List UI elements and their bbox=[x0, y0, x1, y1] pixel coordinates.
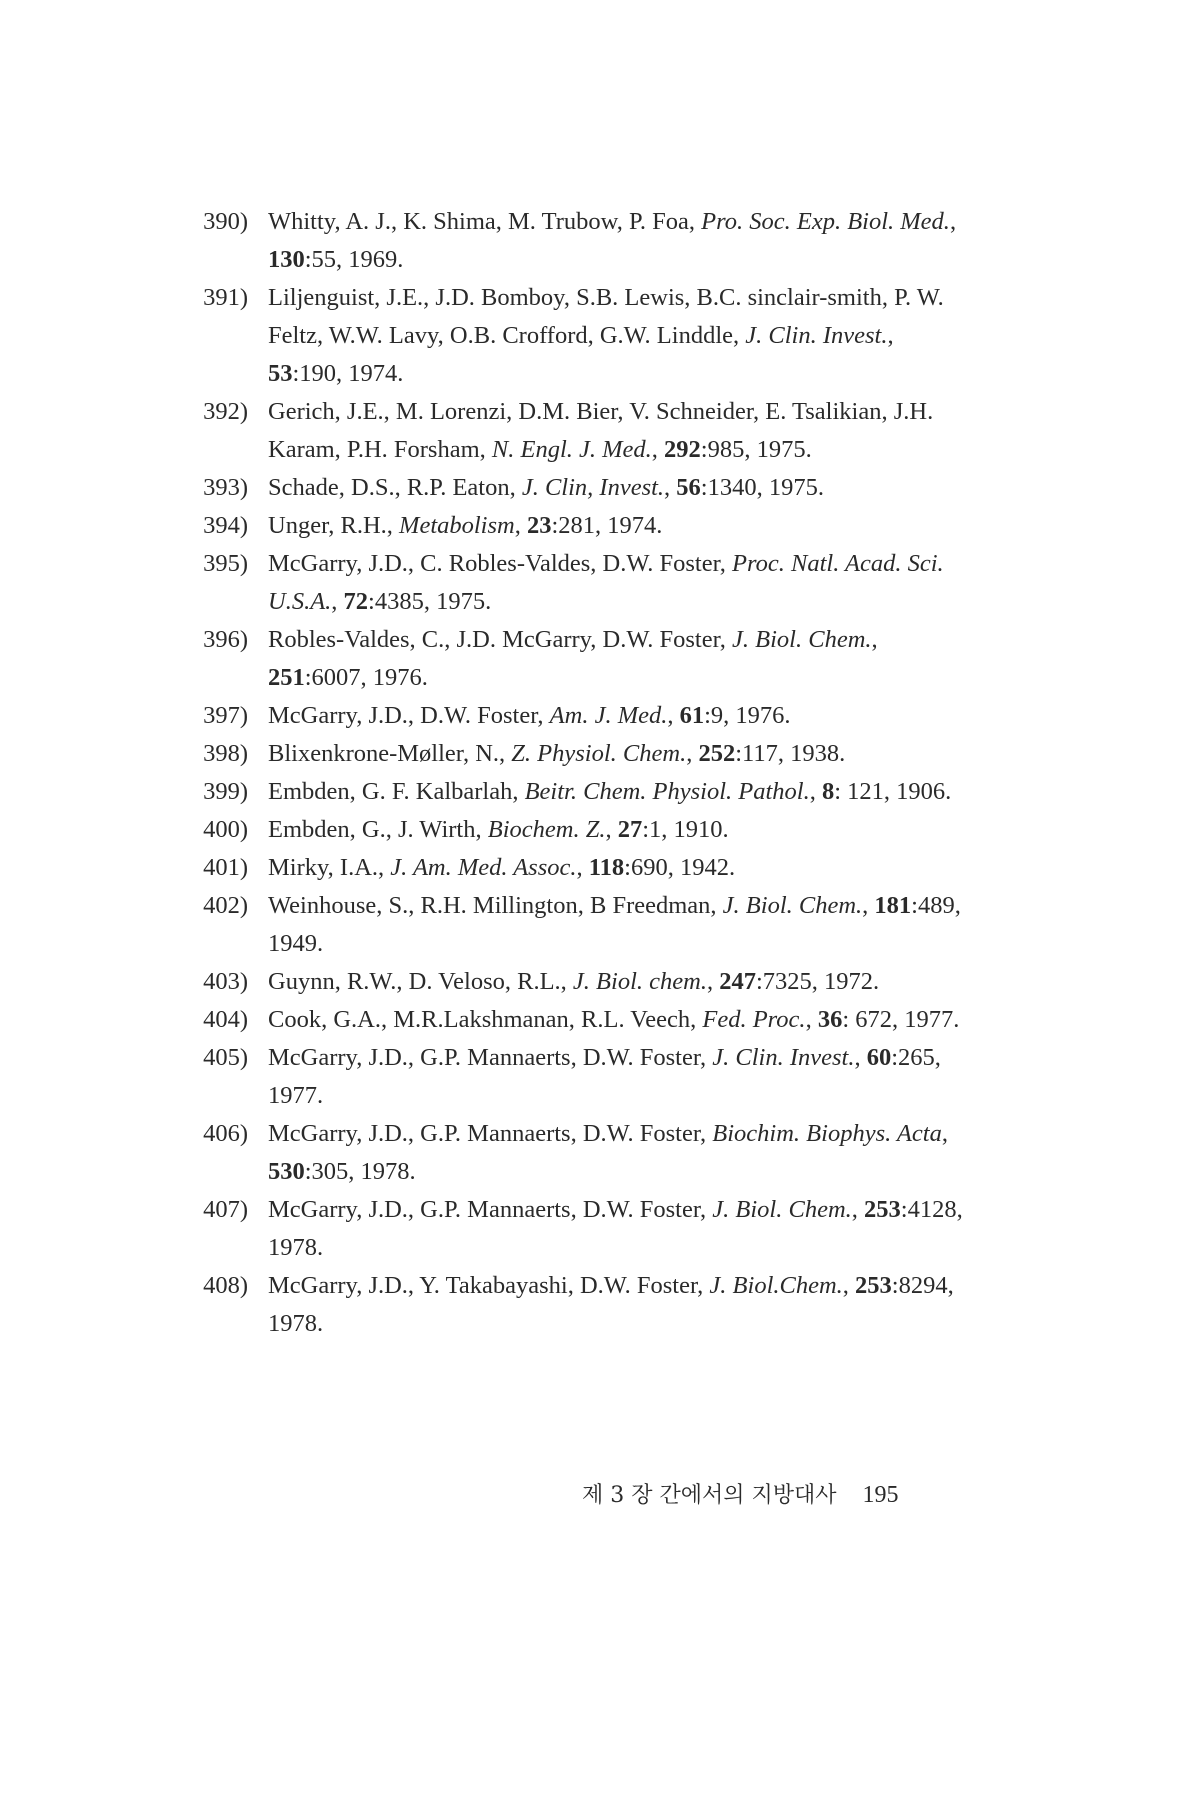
reference-item bbox=[203, 697, 972, 735]
journal-title: J. Biol. Chem. bbox=[722, 892, 863, 919]
reference-segment: , bbox=[706, 968, 720, 995]
reference-text bbox=[252, 507, 972, 545]
reference-segment: , bbox=[667, 702, 680, 729]
reference-list bbox=[203, 203, 972, 1343]
reference-number: 396) bbox=[203, 626, 248, 653]
reference-segment: McGarry, J.D., G.P. Mannaerts, D.W. Foster, bbox=[268, 1044, 713, 1071]
reference-segment: :55, 1969. bbox=[304, 246, 404, 273]
reference-item bbox=[203, 621, 972, 697]
reference-segment: , bbox=[605, 816, 618, 843]
volume-number: 56 bbox=[676, 474, 701, 501]
reference-segment: , bbox=[941, 1120, 948, 1147]
reference-segment: McGarry, J.D., D.W. Foster, bbox=[268, 702, 550, 729]
reference-text bbox=[252, 1115, 972, 1191]
reference-text bbox=[252, 545, 972, 621]
volume-number: 23 bbox=[526, 512, 552, 539]
reference-item bbox=[203, 203, 972, 279]
reference-text bbox=[252, 811, 972, 849]
volume-number: 253 bbox=[855, 1272, 892, 1299]
reference-number: 401) bbox=[203, 854, 248, 881]
reference-text bbox=[252, 1001, 972, 1039]
journal-title: J. Biol. Chem. bbox=[712, 1196, 852, 1223]
reference-segment: Mirky, I.A., bbox=[268, 854, 391, 881]
volume-number: 292 bbox=[664, 436, 701, 463]
reference-item bbox=[203, 1115, 972, 1191]
reference-segment: Liljenguist, J.E., J.D. Bomboy, S.B. Lewis, B.C. sinclair-smith, P. W. Feltz, W.W. Lavy, O.B. Crofford, G.W. Linddle, bbox=[268, 284, 944, 349]
reference-item bbox=[203, 279, 972, 393]
reference-segment: McGarry, J.D., C. Robles-Valdes, D.W. Foster, bbox=[268, 550, 733, 577]
reference-segment: : 121, 1906. bbox=[834, 778, 952, 805]
volume-number: 53 bbox=[268, 360, 293, 387]
reference-number: 398) bbox=[203, 740, 248, 767]
reference-text bbox=[252, 1191, 972, 1267]
volume-number: 8 bbox=[821, 778, 835, 805]
reference-item bbox=[203, 773, 972, 811]
journal-title: J. Biol. Chem. bbox=[732, 626, 872, 653]
journal-title: Metabolism bbox=[399, 512, 515, 539]
reference-segment: :1, 1910. bbox=[642, 816, 729, 843]
reference-number: 404) bbox=[203, 1006, 248, 1033]
journal-title: Z. Physiol. Chem. bbox=[511, 740, 687, 767]
reference-item bbox=[203, 507, 972, 545]
reference-number: 393) bbox=[203, 474, 248, 501]
reference-segment: Weinhouse, S., R.H. Millington, B Freedman, bbox=[268, 892, 723, 919]
reference-segment: Embden, G. F. Kalbarlah, bbox=[268, 778, 525, 805]
reference-segment: , bbox=[651, 436, 665, 463]
reference-number: 392) bbox=[203, 398, 248, 425]
reference-segment: Unger, R.H., bbox=[268, 512, 400, 539]
reference-text bbox=[252, 621, 972, 697]
journal-title: J. Clin. Invest. bbox=[712, 1044, 855, 1071]
reference-text bbox=[252, 469, 972, 507]
journal-title: N. Engl. J. Med. bbox=[491, 436, 652, 463]
volume-number: 247 bbox=[719, 968, 756, 995]
reference-item bbox=[203, 1191, 972, 1267]
journal-title: J. Clin. Invest. bbox=[745, 322, 888, 349]
reference-segment: :1340, 1975. bbox=[700, 474, 824, 501]
reference-text bbox=[252, 697, 972, 735]
reference-number: 403) bbox=[203, 968, 248, 995]
reference-segment: Cook, G.A., M.R.Lakshmanan, R.L. Veech, bbox=[268, 1006, 703, 1033]
reference-item bbox=[203, 545, 972, 621]
reference-segment: , bbox=[331, 588, 344, 615]
journal-title: J. Am. Med. Assoc. bbox=[390, 854, 577, 881]
volume-number: 72 bbox=[343, 588, 369, 615]
reference-segment: :7325, 1972. bbox=[755, 968, 880, 995]
reference-segment: , bbox=[871, 626, 878, 653]
reference-segment: , bbox=[862, 892, 875, 919]
reference-segment: Embden, G., J. Wirth, bbox=[268, 816, 488, 843]
reference-number: 390) bbox=[203, 208, 248, 235]
reference-segment: Gerich, J.E., M. Lorenzi, D.M. Bier, V. Schneider, E. Tsalikian, J.H. Karam, P.H. Forsham, bbox=[268, 398, 934, 463]
reference-item bbox=[203, 1267, 972, 1343]
reference-text bbox=[252, 279, 972, 393]
journal-title: J. Clin, Invest. bbox=[521, 474, 665, 501]
reference-number: 406) bbox=[203, 1120, 248, 1147]
reference-number: 408) bbox=[203, 1272, 248, 1299]
reference-segment: , bbox=[514, 512, 527, 539]
reference-item bbox=[203, 1001, 972, 1039]
reference-segment: Blixenkrone-Møller, N., bbox=[268, 740, 512, 767]
reference-segment: , bbox=[842, 1272, 856, 1299]
reference-segment: Whitty, A. J., K. Shima, M. Trubow, P. Foa, bbox=[268, 208, 702, 235]
reference-segment: : 672, 1977. bbox=[842, 1006, 960, 1033]
reference-item bbox=[203, 963, 972, 1001]
reference-segment: :4128, 1978. bbox=[268, 1196, 963, 1261]
volume-number: 253 bbox=[864, 1196, 901, 1223]
reference-segment: , bbox=[851, 1196, 865, 1223]
reference-segment: , bbox=[809, 778, 822, 805]
reference-item bbox=[203, 811, 972, 849]
reference-segment: :8294, 1978. bbox=[268, 1272, 954, 1337]
page-number: 195 bbox=[862, 1482, 899, 1508]
reference-segment: :6007, 1976. bbox=[304, 664, 428, 691]
reference-item bbox=[203, 393, 972, 469]
reference-segment: , bbox=[576, 854, 589, 881]
reference-segment: Schade, D.S., R.P. Eaton, bbox=[268, 474, 522, 501]
reference-segment: :9, 1976. bbox=[704, 702, 791, 729]
journal-title: J. Biol.Chem. bbox=[709, 1272, 843, 1299]
reference-segment: , bbox=[949, 208, 957, 235]
journal-title: J. Biol. chem. bbox=[572, 968, 707, 995]
reference-number: 397) bbox=[203, 702, 248, 729]
reference-segment: :4385, 1975. bbox=[368, 588, 492, 615]
reference-segment: , bbox=[686, 740, 699, 767]
reference-text bbox=[252, 773, 972, 811]
reference-text bbox=[252, 849, 972, 887]
reference-number: 391) bbox=[203, 284, 248, 311]
reference-number: 402) bbox=[203, 892, 248, 919]
reference-segment: :985, 1975. bbox=[700, 436, 812, 463]
reference-text bbox=[252, 963, 972, 1001]
volume-number: 118 bbox=[588, 854, 625, 881]
reference-segment: , bbox=[887, 322, 894, 349]
reference-segment: :281, 1974. bbox=[551, 512, 663, 539]
reference-segment: , bbox=[805, 1006, 818, 1033]
volume-number: 251 bbox=[268, 664, 305, 691]
reference-number: 399) bbox=[203, 778, 248, 805]
reference-text bbox=[252, 887, 972, 963]
reference-segment: McGarry, J.D., G.P. Mannaerts, D.W. Foster, bbox=[268, 1196, 713, 1223]
reference-item bbox=[203, 887, 972, 963]
journal-title: Pro. Soc. Exp. Biol. Med. bbox=[701, 208, 950, 235]
reference-segment: :690, 1942. bbox=[624, 854, 736, 881]
page-footer bbox=[582, 1478, 899, 1509]
journal-title: Beitr. Chem. Physiol. Pathol. bbox=[524, 778, 810, 805]
volume-number: 61 bbox=[679, 702, 705, 729]
reference-segment: :117, 1938. bbox=[735, 740, 846, 767]
reference-segment: Guynn, R.W., D. Veloso, R.L., bbox=[268, 968, 573, 995]
reference-item bbox=[203, 1039, 972, 1115]
reference-number: 395) bbox=[203, 550, 248, 577]
volume-number: 27 bbox=[617, 816, 643, 843]
journal-title: Proc. Natl. Acad. Sci. U.S.A. bbox=[268, 550, 944, 615]
volume-number: 60 bbox=[866, 1044, 892, 1071]
chapter-title: 제 3 장 간에서의 지방대사 bbox=[582, 1483, 837, 1508]
reference-text bbox=[252, 393, 972, 469]
reference-segment: :265, 1977. bbox=[268, 1044, 941, 1109]
reference-number: 394) bbox=[203, 512, 248, 539]
reference-text bbox=[252, 1267, 972, 1343]
reference-segment: :190, 1974. bbox=[292, 360, 404, 387]
journal-title: Am. J. Med. bbox=[549, 702, 668, 729]
volume-number: 252 bbox=[698, 740, 736, 767]
reference-item bbox=[203, 469, 972, 507]
reference-segment: McGarry, J.D., G.P. Mannaerts, D.W. Foster, bbox=[268, 1120, 713, 1147]
reference-item bbox=[203, 735, 972, 773]
reference-number: 405) bbox=[203, 1044, 248, 1071]
reference-number: 407) bbox=[203, 1196, 248, 1223]
reference-segment: , bbox=[664, 474, 677, 501]
reference-segment: Robles-Valdes, C., J.D. McGarry, D.W. Foster, bbox=[268, 626, 733, 653]
volume-number: 530 bbox=[268, 1158, 305, 1185]
reference-text bbox=[252, 203, 972, 279]
reference-text bbox=[252, 1039, 972, 1115]
reference-text bbox=[252, 735, 972, 773]
reference-number: 400) bbox=[203, 816, 248, 843]
volume-number: 181 bbox=[874, 892, 912, 919]
journal-title: Biochim. Biophys. Acta bbox=[712, 1120, 942, 1147]
volume-number: 130 bbox=[268, 246, 305, 273]
journal-title: Biochem. Z. bbox=[487, 816, 606, 843]
reference-item bbox=[203, 849, 972, 887]
reference-segment: , bbox=[854, 1044, 867, 1071]
journal-title: Fed. Proc. bbox=[702, 1006, 806, 1033]
reference-segment: :489, 1949. bbox=[268, 892, 961, 957]
volume-number: 36 bbox=[817, 1006, 843, 1033]
reference-segment: :305, 1978. bbox=[304, 1158, 416, 1185]
reference-segment: McGarry, J.D., Y. Takabayashi, D.W. Foster, bbox=[268, 1272, 710, 1299]
